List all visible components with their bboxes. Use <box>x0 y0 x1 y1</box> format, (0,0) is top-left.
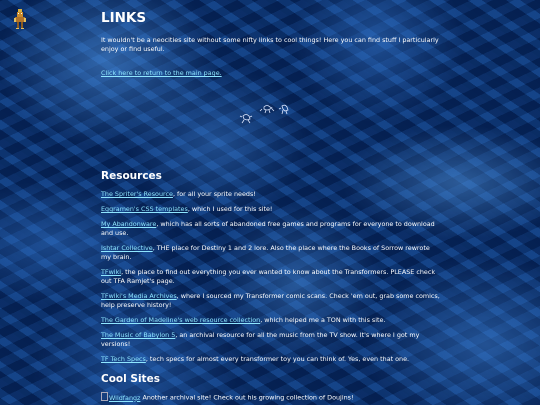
garden-of-madeline-link[interactable]: The Garden of Madeline's web resource collection <box>101 316 261 324</box>
robot-sprite-icon <box>13 8 27 30</box>
spriters-resource-link[interactable]: The Spriter's Resource <box>101 190 173 198</box>
list-item-desc: , which helped me a TON with this site. <box>260 316 386 324</box>
tfwiki-media-archives-link[interactable]: TFwiki's Media Archives <box>101 292 177 300</box>
list-item <box>101 316 441 325</box>
list-item <box>101 268 441 286</box>
music-of-babylon5-link[interactable]: The Music of Babylon 5 <box>101 331 176 339</box>
list-item <box>101 220 441 238</box>
resources-heading: Resources <box>101 170 162 182</box>
intro-section <box>101 8 441 79</box>
tfwiki-link[interactable]: TFwiki <box>101 268 122 276</box>
list-item-desc: , which I used for this site! <box>187 205 273 213</box>
list-item-desc: , THE place for Destiny 1 and 2 lore. Also the place where the Books of Sorrow rewrote my brain. <box>101 244 430 261</box>
list-item-desc: , the place to find out everything you ever wanted to know about the Transformers. PLEASE check out TFA Ramjet's page. <box>101 268 436 285</box>
eggramen-css-link[interactable]: Eggramen's CSS templates <box>101 205 188 213</box>
ishtar-collective-link[interactable]: Ishtar Collective <box>101 244 153 252</box>
wildfangz-link[interactable] <box>101 394 140 402</box>
list-item <box>101 190 441 199</box>
list-item-desc: , for all your sprite needs! <box>172 190 256 198</box>
list-item-desc: Another archival site! Check out his growing collection of Doujins! <box>140 393 354 402</box>
robots-banner-icon <box>238 102 296 126</box>
list-item <box>101 244 441 262</box>
intro-text: It wouldn't be a neocities site without some nifty links to cool things! Here you can find stuff I particularly enjoy or find useful. <box>101 36 439 53</box>
list-item <box>101 355 441 364</box>
list-item-desc: , where I sourced my Transformer comic scans. Check 'em out, grab some comics, help preserve history! <box>101 292 440 309</box>
cool-sites-heading: Cool Sites <box>101 373 160 385</box>
list-item <box>101 393 441 403</box>
list-item <box>101 292 441 310</box>
tf-tech-specs-link[interactable]: TF Tech Specs <box>101 355 146 363</box>
broken-image-icon <box>101 392 108 401</box>
wildfangz-alt-text: Wildfangz <box>109 393 141 402</box>
my-abandonware-link[interactable]: My Abandonware <box>101 220 157 228</box>
resources-section <box>101 170 441 370</box>
list-item-desc: , an archival resource for all the music from the TV show. It's where I got my versions! <box>101 331 420 348</box>
list-item <box>101 331 441 349</box>
list-item <box>101 205 441 214</box>
cool-sites-section <box>101 373 441 405</box>
list-item-desc: , which has all sorts of abandoned free games and programs for everyone to download and use. <box>101 220 435 237</box>
list-item-desc: , tech specs for almost every transformer toy you can think of. Yes, even that one. <box>145 355 410 363</box>
back-to-main-link[interactable]: Click here to return to the main page. <box>101 69 222 77</box>
page-title: LINKS <box>101 10 147 26</box>
